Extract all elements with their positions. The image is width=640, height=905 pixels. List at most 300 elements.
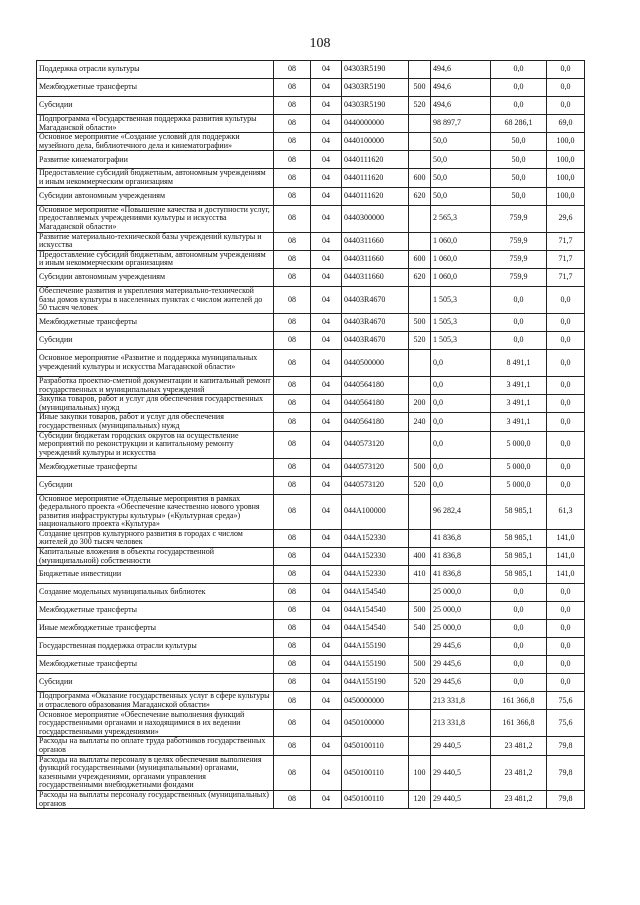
cell-percent: 71,7 [547, 268, 585, 286]
cell-executed: 8 491,1 [491, 349, 547, 376]
cell-section: 08 [274, 115, 311, 133]
cell-name: Подпрограмма «Оказание государственных услуг в сфере культуры и отраслевого образования Магаданской области» [37, 692, 274, 710]
cell-code: 044A154540 [342, 584, 409, 602]
cell-planned: 29 440,5 [431, 737, 491, 755]
cell-section: 08 [274, 620, 311, 638]
cell-name: Межбюджетные трансферты [37, 656, 274, 674]
cell-code: 0450100110 [342, 755, 409, 790]
cell-percent: 0,0 [547, 395, 585, 413]
cell-section: 08 [274, 692, 311, 710]
cell-subsection: 04 [311, 187, 342, 205]
cell-planned: 41 836,8 [431, 566, 491, 584]
cell-expense-type [409, 115, 431, 133]
cell-section: 08 [274, 656, 311, 674]
cell-planned: 29 440,5 [431, 755, 491, 790]
cell-section: 08 [274, 286, 311, 313]
cell-executed: 58 985,1 [491, 494, 547, 529]
cell-name: Закупка товаров, работ и услуг для обеспечения государственных (муниципальных) нужд [37, 395, 274, 413]
page-number: 108 [309, 36, 331, 51]
cell-percent: 141,0 [547, 529, 585, 547]
cell-planned: 0,0 [431, 395, 491, 413]
cell-subsection: 04 [311, 151, 342, 169]
cell-code: 044A154540 [342, 602, 409, 620]
cell-executed: 0,0 [491, 674, 547, 692]
cell-expense-type: 500 [409, 458, 431, 476]
cell-section: 08 [274, 602, 311, 620]
cell-subsection: 04 [311, 674, 342, 692]
table-row [37, 286, 585, 313]
cell-subsection: 04 [311, 431, 342, 458]
cell-code: 0450100110 [342, 791, 409, 809]
cell-planned: 494,6 [431, 61, 491, 79]
cell-planned: 494,6 [431, 79, 491, 97]
cell-section: 08 [274, 151, 311, 169]
cell-name: Создание модельных муниципальных библиотек [37, 584, 274, 602]
cell-expense-type: 500 [409, 79, 431, 97]
cell-code: 0440311660 [342, 232, 409, 250]
cell-name: Субсидии [37, 674, 274, 692]
cell-planned: 0,0 [431, 413, 491, 431]
cell-name: Субсидии автономным учреждениям [37, 268, 274, 286]
cell-section: 08 [274, 169, 311, 187]
cell-section: 08 [274, 494, 311, 529]
cell-code: 04303R5190 [342, 97, 409, 115]
cell-section: 08 [274, 268, 311, 286]
table-row [37, 187, 585, 205]
cell-planned: 25 000,0 [431, 620, 491, 638]
cell-executed: 0,0 [491, 97, 547, 115]
cell-expense-type: 520 [409, 674, 431, 692]
cell-subsection: 04 [311, 548, 342, 566]
cell-executed: 0,0 [491, 656, 547, 674]
cell-planned: 0,0 [431, 431, 491, 458]
cell-percent: 0,0 [547, 602, 585, 620]
cell-expense-type [409, 376, 431, 394]
cell-subsection: 04 [311, 494, 342, 529]
cell-section: 08 [274, 376, 311, 394]
table-row [37, 755, 585, 790]
cell-code: 0440300000 [342, 205, 409, 232]
cell-section: 08 [274, 638, 311, 656]
cell-percent: 0,0 [547, 620, 585, 638]
cell-subsection: 04 [311, 656, 342, 674]
cell-name: Основное мероприятие «Отдельные мероприятия в рамках федерального проекта «Обеспечение качественно нового уровня развития инфраструктуры культуры» («Культурная среда») национального проекта «Культура» [37, 494, 274, 529]
table-row [37, 476, 585, 494]
cell-executed: 3 491,1 [491, 395, 547, 413]
cell-expense-type: 200 [409, 395, 431, 413]
cell-executed: 161 366,8 [491, 692, 547, 710]
cell-subsection: 04 [311, 331, 342, 349]
cell-section: 08 [274, 413, 311, 431]
table-row [37, 710, 585, 737]
cell-executed: 23 481,2 [491, 737, 547, 755]
table-row [37, 674, 585, 692]
cell-percent: 79,8 [547, 755, 585, 790]
table-row [37, 656, 585, 674]
cell-executed: 58 985,1 [491, 566, 547, 584]
cell-name: Расходы на выплаты персоналу государственных (муниципальных) органов [37, 791, 274, 809]
cell-name: Создание центров культурного развития в городах с числом жителей до 300 тысяч человек [37, 529, 274, 547]
cell-expense-type: 600 [409, 250, 431, 268]
cell-executed: 3 491,1 [491, 413, 547, 431]
cell-planned: 2 565,3 [431, 205, 491, 232]
cell-subsection: 04 [311, 376, 342, 394]
cell-planned: 29 445,6 [431, 656, 491, 674]
cell-percent: 0,0 [547, 313, 585, 331]
cell-subsection: 04 [311, 97, 342, 115]
cell-section: 08 [274, 187, 311, 205]
table-row [37, 431, 585, 458]
cell-expense-type: 400 [409, 548, 431, 566]
cell-planned: 1 060,0 [431, 250, 491, 268]
cell-subsection: 04 [311, 133, 342, 151]
cell-executed: 23 481,2 [491, 755, 547, 790]
cell-code: 0440000000 [342, 115, 409, 133]
cell-subsection: 04 [311, 61, 342, 79]
cell-name: Иные закупки товаров, работ и услуг для обеспечения государственных (муниципальных) нужд [37, 413, 274, 431]
cell-code: 0440564180 [342, 413, 409, 431]
cell-section: 08 [274, 232, 311, 250]
table-row [37, 376, 585, 394]
cell-section: 08 [274, 566, 311, 584]
cell-code: 0440111620 [342, 187, 409, 205]
cell-percent: 75,6 [547, 692, 585, 710]
cell-expense-type: 620 [409, 187, 431, 205]
cell-section: 08 [274, 349, 311, 376]
cell-subsection: 04 [311, 205, 342, 232]
cell-percent: 100,0 [547, 187, 585, 205]
cell-subsection: 04 [311, 791, 342, 809]
cell-subsection: 04 [311, 395, 342, 413]
cell-executed: 68 286,1 [491, 115, 547, 133]
cell-percent: 61,3 [547, 494, 585, 529]
cell-percent: 79,8 [547, 737, 585, 755]
cell-planned: 98 897,7 [431, 115, 491, 133]
cell-name: Основное мероприятие «Создание условий для поддержки музейного дела, библиотечного дела и кинематографии» [37, 133, 274, 151]
cell-executed: 50,0 [491, 151, 547, 169]
cell-code: 044A155190 [342, 674, 409, 692]
cell-code: 044A152330 [342, 529, 409, 547]
cell-name: Обеспечение развития и укрепления материально-технической базы домов культуры в населенных пунктах с числом жителей до 50 тысяч человек [37, 286, 274, 313]
cell-subsection: 04 [311, 313, 342, 331]
cell-expense-type: 520 [409, 476, 431, 494]
cell-expense-type: 520 [409, 331, 431, 349]
cell-planned: 0,0 [431, 458, 491, 476]
cell-subsection: 04 [311, 638, 342, 656]
cell-executed: 161 366,8 [491, 710, 547, 737]
cell-code: 04403R4670 [342, 286, 409, 313]
cell-executed: 0,0 [491, 620, 547, 638]
cell-name: Поддержка отрасли культуры [37, 61, 274, 79]
cell-executed: 5 000,0 [491, 476, 547, 494]
table-row [37, 268, 585, 286]
cell-executed: 759,9 [491, 268, 547, 286]
cell-executed: 5 000,0 [491, 458, 547, 476]
cell-section: 08 [274, 710, 311, 737]
cell-subsection: 04 [311, 602, 342, 620]
cell-expense-type [409, 710, 431, 737]
cell-executed: 0,0 [491, 286, 547, 313]
cell-expense-type [409, 286, 431, 313]
table-row [37, 115, 585, 133]
table-row [37, 791, 585, 809]
cell-executed: 0,0 [491, 313, 547, 331]
cell-expense-type: 240 [409, 413, 431, 431]
cell-percent: 0,0 [547, 413, 585, 431]
cell-planned: 25 000,0 [431, 602, 491, 620]
table-row [37, 232, 585, 250]
cell-code: 044A152330 [342, 548, 409, 566]
table-row [37, 548, 585, 566]
table-row [37, 151, 585, 169]
cell-percent: 0,0 [547, 61, 585, 79]
cell-code: 044A155190 [342, 638, 409, 656]
table-row [37, 133, 585, 151]
cell-executed: 759,9 [491, 205, 547, 232]
cell-name: Основное мероприятие «Развитие и поддержка муниципальных учреждений культуры и искусства Магаданской области» [37, 349, 274, 376]
cell-planned: 1 505,3 [431, 313, 491, 331]
cell-expense-type: 600 [409, 169, 431, 187]
cell-planned: 29 440,5 [431, 791, 491, 809]
cell-subsection: 04 [311, 566, 342, 584]
cell-subsection: 04 [311, 458, 342, 476]
cell-executed: 0,0 [491, 79, 547, 97]
cell-executed: 759,9 [491, 232, 547, 250]
cell-percent: 0,0 [547, 674, 585, 692]
cell-section: 08 [274, 395, 311, 413]
cell-subsection: 04 [311, 268, 342, 286]
table-row [37, 602, 585, 620]
cell-expense-type: 500 [409, 656, 431, 674]
cell-name: Расходы на выплаты персоналу в целях обеспечения выполнения функций государственными (муниципальными) органами, казенными учреждениями, органами управления государственными внебюджетными фондами [37, 755, 274, 790]
cell-subsection: 04 [311, 584, 342, 602]
cell-expense-type [409, 737, 431, 755]
cell-name: Иные межбюджетные трансферты [37, 620, 274, 638]
cell-planned: 50,0 [431, 187, 491, 205]
cell-subsection: 04 [311, 755, 342, 790]
cell-code: 04303R5190 [342, 61, 409, 79]
cell-planned: 29 445,6 [431, 638, 491, 656]
cell-planned: 0,0 [431, 349, 491, 376]
cell-section: 08 [274, 97, 311, 115]
cell-percent: 0,0 [547, 349, 585, 376]
cell-code: 0440311660 [342, 250, 409, 268]
cell-name: Предоставление субсидий бюджетным, автономным учреждениям и иным некоммерческим организациям [37, 250, 274, 268]
cell-section: 08 [274, 331, 311, 349]
cell-subsection: 04 [311, 232, 342, 250]
cell-name: Основное мероприятие «Обеспечение выполнения функций государственными органами и находящимися в их ведении государственными учреждениями» [37, 710, 274, 737]
cell-section: 08 [274, 584, 311, 602]
cell-percent: 29,6 [547, 205, 585, 232]
cell-section: 08 [274, 133, 311, 151]
cell-subsection: 04 [311, 710, 342, 737]
cell-percent: 69,0 [547, 115, 585, 133]
cell-expense-type [409, 529, 431, 547]
cell-name: Предоставление субсидий бюджетным, автономным учреждениям и иным некоммерческим организациям [37, 169, 274, 187]
cell-code: 0450000000 [342, 692, 409, 710]
cell-name: Развитие кинематографии [37, 151, 274, 169]
cell-name: Субсидии автономным учреждениям [37, 187, 274, 205]
cell-code: 0440573120 [342, 458, 409, 476]
cell-planned: 0,0 [431, 376, 491, 394]
cell-code: 0440573120 [342, 431, 409, 458]
cell-percent: 100,0 [547, 151, 585, 169]
cell-executed: 0,0 [491, 61, 547, 79]
cell-section: 08 [274, 431, 311, 458]
table-row [37, 458, 585, 476]
cell-planned: 213 331,8 [431, 710, 491, 737]
cell-subsection: 04 [311, 529, 342, 547]
cell-expense-type: 540 [409, 620, 431, 638]
cell-name: Субсидии [37, 331, 274, 349]
cell-executed: 23 481,2 [491, 791, 547, 809]
cell-name: Капитальные вложения в объекты государственной (муниципальной) собственности [37, 548, 274, 566]
cell-section: 08 [274, 458, 311, 476]
cell-executed: 58 985,1 [491, 548, 547, 566]
cell-code: 04403R4670 [342, 313, 409, 331]
cell-expense-type: 620 [409, 268, 431, 286]
cell-planned: 1 060,0 [431, 268, 491, 286]
cell-subsection: 04 [311, 250, 342, 268]
cell-percent: 0,0 [547, 584, 585, 602]
table-row [37, 349, 585, 376]
cell-code: 044A100000 [342, 494, 409, 529]
cell-name: Межбюджетные трансферты [37, 79, 274, 97]
cell-name: Развитие материально-технической базы учреждений культуры и искусства [37, 232, 274, 250]
table-row [37, 395, 585, 413]
cell-expense-type: 100 [409, 755, 431, 790]
cell-name: Субсидии [37, 476, 274, 494]
cell-percent: 71,7 [547, 232, 585, 250]
table-row [37, 61, 585, 79]
table-row [37, 79, 585, 97]
cell-code: 0440100000 [342, 133, 409, 151]
cell-percent: 141,0 [547, 548, 585, 566]
cell-executed: 0,0 [491, 638, 547, 656]
cell-planned: 213 331,8 [431, 692, 491, 710]
cell-code: 0440564180 [342, 376, 409, 394]
cell-expense-type [409, 494, 431, 529]
cell-expense-type [409, 349, 431, 376]
cell-code: 04403R4670 [342, 331, 409, 349]
cell-section: 08 [274, 529, 311, 547]
cell-name: Межбюджетные трансферты [37, 458, 274, 476]
cell-planned: 494,6 [431, 97, 491, 115]
cell-section: 08 [274, 791, 311, 809]
cell-percent: 0,0 [547, 638, 585, 656]
cell-planned: 1 505,3 [431, 286, 491, 313]
cell-subsection: 04 [311, 413, 342, 431]
cell-percent: 71,7 [547, 250, 585, 268]
budget-table [36, 60, 585, 809]
cell-code: 044A152330 [342, 566, 409, 584]
cell-subsection: 04 [311, 115, 342, 133]
cell-executed: 50,0 [491, 187, 547, 205]
cell-planned: 50,0 [431, 133, 491, 151]
table-row [37, 313, 585, 331]
cell-section: 08 [274, 205, 311, 232]
table-row [37, 97, 585, 115]
cell-executed: 759,9 [491, 250, 547, 268]
cell-executed: 0,0 [491, 602, 547, 620]
cell-section: 08 [274, 61, 311, 79]
cell-expense-type [409, 638, 431, 656]
cell-expense-type [409, 692, 431, 710]
cell-expense-type: 410 [409, 566, 431, 584]
cell-code: 0440500000 [342, 349, 409, 376]
cell-planned: 1 060,0 [431, 232, 491, 250]
cell-executed: 5 000,0 [491, 431, 547, 458]
cell-percent: 0,0 [547, 286, 585, 313]
cell-subsection: 04 [311, 286, 342, 313]
cell-name: Субсидии [37, 97, 274, 115]
cell-expense-type: 500 [409, 313, 431, 331]
cell-subsection: 04 [311, 349, 342, 376]
table-row [37, 584, 585, 602]
cell-subsection: 04 [311, 737, 342, 755]
cell-expense-type [409, 431, 431, 458]
cell-planned: 0,0 [431, 476, 491, 494]
cell-name: Бюджетные инвестиции [37, 566, 274, 584]
cell-code: 0450100110 [342, 737, 409, 755]
cell-planned: 50,0 [431, 151, 491, 169]
table-row [37, 529, 585, 547]
cell-section: 08 [274, 755, 311, 790]
cell-planned: 1 505,3 [431, 331, 491, 349]
cell-name: Субсидии бюджетам городских округов на осуществление мероприятий по реконструкции и капитальному ремонту учреждений культуры и искусства [37, 431, 274, 458]
cell-percent: 75,6 [547, 710, 585, 737]
cell-percent: 0,0 [547, 331, 585, 349]
cell-percent: 0,0 [547, 431, 585, 458]
cell-planned: 41 836,8 [431, 529, 491, 547]
table-row [37, 620, 585, 638]
cell-percent: 0,0 [547, 97, 585, 115]
cell-subsection: 04 [311, 476, 342, 494]
cell-planned: 29 445,6 [431, 674, 491, 692]
cell-section: 08 [274, 476, 311, 494]
cell-name: Межбюджетные трансферты [37, 602, 274, 620]
cell-expense-type [409, 151, 431, 169]
cell-name: Расходы на выплаты по оплате труда работников государственных органов [37, 737, 274, 755]
cell-expense-type [409, 232, 431, 250]
cell-subsection: 04 [311, 79, 342, 97]
cell-section: 08 [274, 79, 311, 97]
cell-code: 0440573120 [342, 476, 409, 494]
cell-code: 0450100000 [342, 710, 409, 737]
cell-percent: 79,8 [547, 791, 585, 809]
cell-subsection: 04 [311, 620, 342, 638]
cell-expense-type [409, 61, 431, 79]
cell-expense-type: 520 [409, 97, 431, 115]
cell-percent: 0,0 [547, 656, 585, 674]
table-row [37, 250, 585, 268]
cell-executed: 0,0 [491, 331, 547, 349]
cell-planned: 25 000,0 [431, 584, 491, 602]
table-row [37, 205, 585, 232]
cell-name: Межбюджетные трансферты [37, 313, 274, 331]
cell-code: 044A154540 [342, 620, 409, 638]
table-row [37, 566, 585, 584]
cell-expense-type: 120 [409, 791, 431, 809]
cell-planned: 96 282,4 [431, 494, 491, 529]
cell-planned: 50,0 [431, 169, 491, 187]
cell-percent: 0,0 [547, 79, 585, 97]
cell-section: 08 [274, 250, 311, 268]
cell-executed: 58 985,1 [491, 529, 547, 547]
cell-planned: 41 836,8 [431, 548, 491, 566]
cell-expense-type [409, 205, 431, 232]
cell-name: Разработка проектно-сметной документации и капитальный ремонт государственных и муниципальных учреждений [37, 376, 274, 394]
